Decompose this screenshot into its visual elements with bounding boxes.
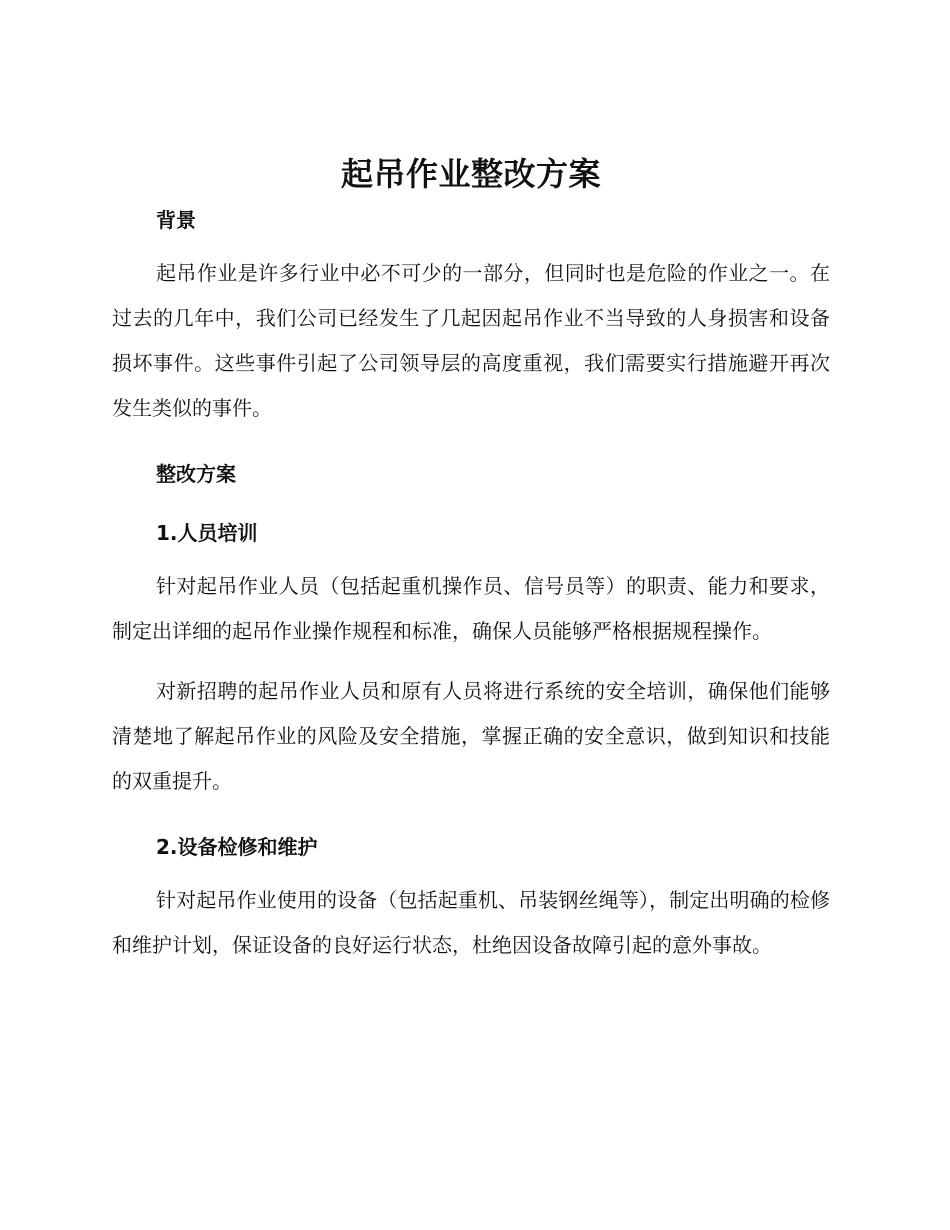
document-content xyxy=(112,150,830,983)
training-paragraph-1: 针对起吊作业人员（包括起重机操作员、信号员等）的职责、能力和要求，制定出详细的起吊作业操作规程和标准，确保人员能够严格根据规程操作。 xyxy=(112,574,830,643)
equipment-paragraph: 针对起吊作业使用的设备（包括起重机、吊装钢丝绳等），制定出明确的检修和维护计划，保证设备的良好运行状态，杜绝因设备故障引起的意外事故。 xyxy=(112,888,830,957)
background-paragraph: 起吊作业是许多行业中必不可少的一部分，但同时也是危险的作业之一。在过去的几年中，我们公司已经发生了几起因起吊作业不当导致的人身损害和设备损坏事件。这些事件引起了公司领导层的高度重视，我们需要实行措施避开再次发生类似的事件。 xyxy=(112,261,830,420)
section-heading-equipment-maintenance: 2.设备检修和维护 xyxy=(156,835,318,859)
section-heading-rectification-plan: 整改方案 xyxy=(156,462,236,486)
document-title: 起吊作业整改方案 xyxy=(340,155,601,193)
section-heading-background: 背景 xyxy=(156,208,196,232)
section-heading-personnel-training: 1.人员培训 xyxy=(156,521,258,545)
training-paragraph-2: 对新招聘的起吊作业人员和原有人员将进行系统的安全培训，确保他们能够清楚地了解起吊作业的风险及安全措施，掌握正确的安全意识，做到知识和技能的双重提升。 xyxy=(112,679,830,793)
